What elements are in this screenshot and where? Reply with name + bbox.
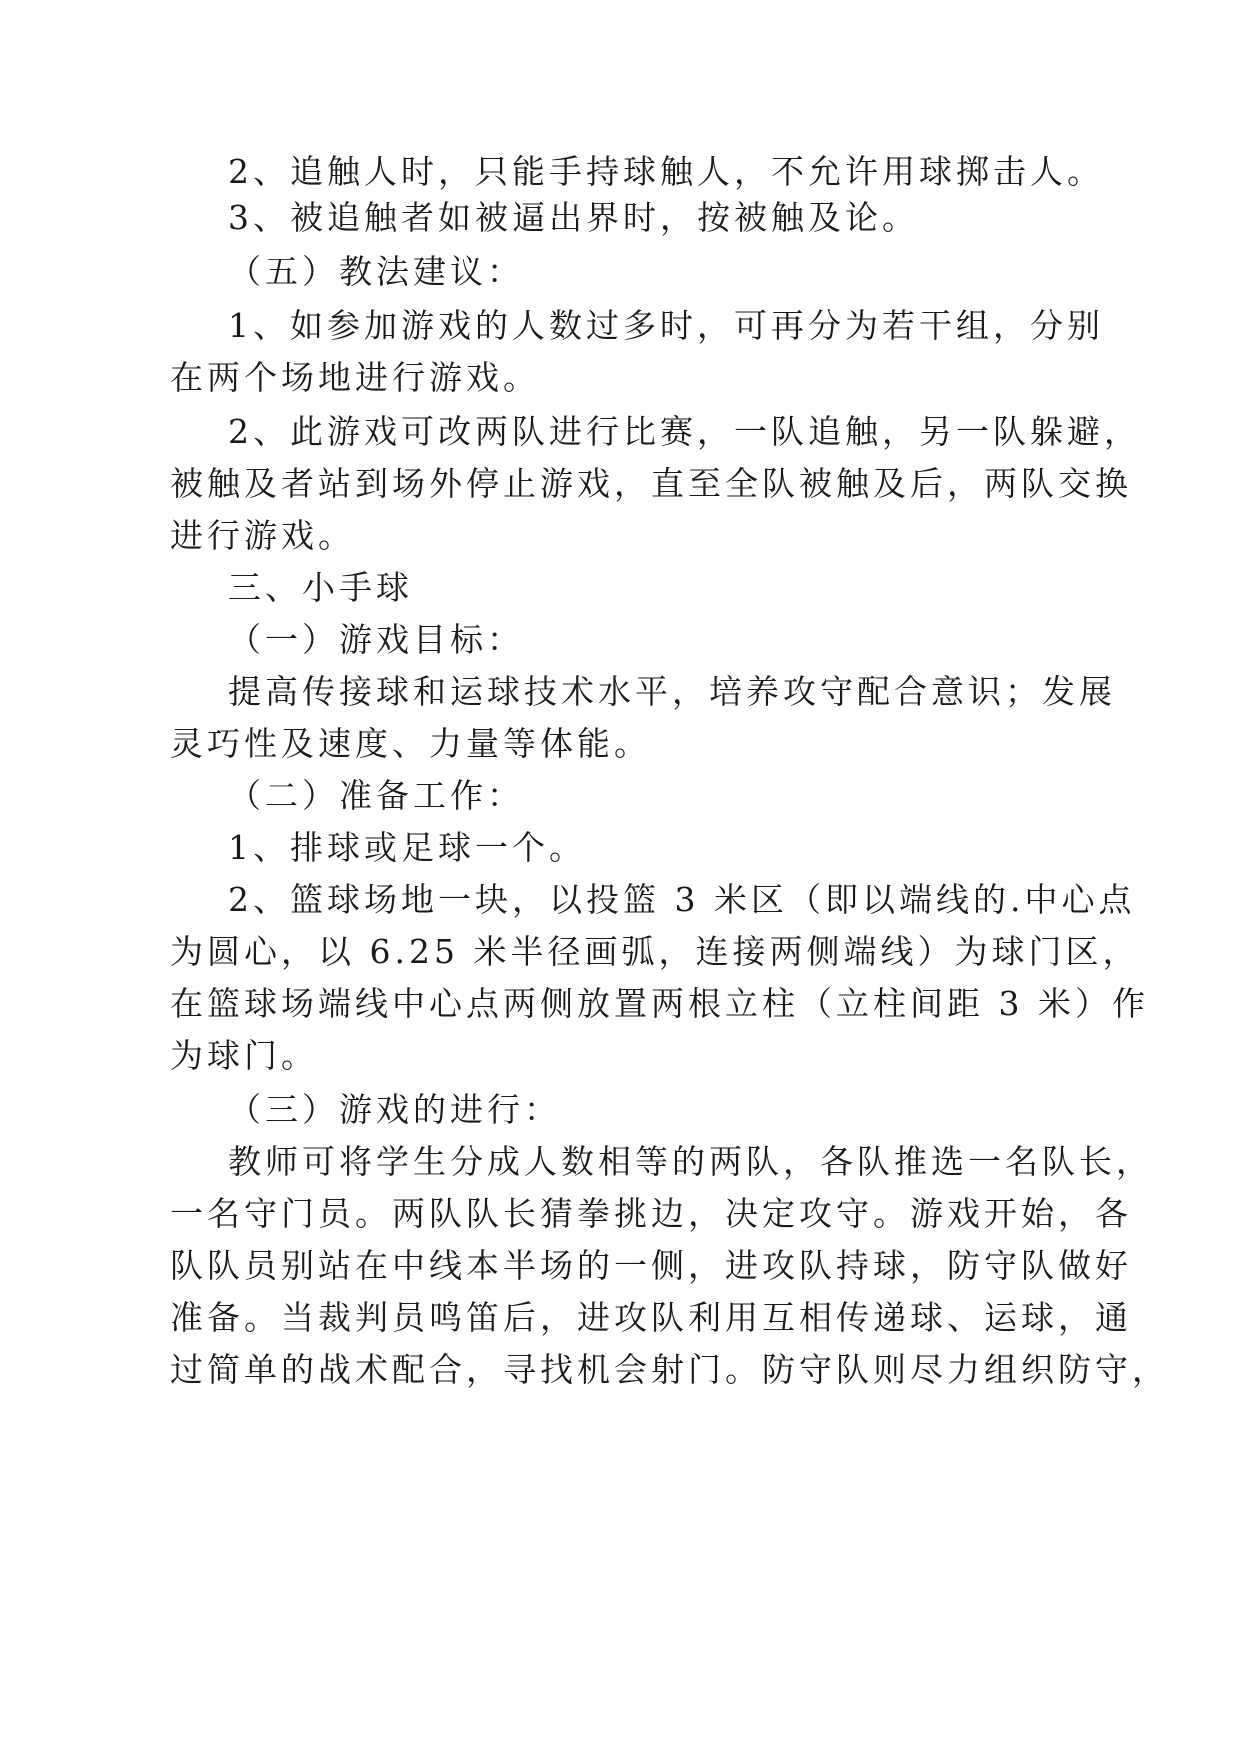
paragraph-advice-2-line: 被触及者站到场外停止游戏，直至全队被触及后，两队交换	[170, 464, 1132, 503]
paragraph-rule-2: 2、追触人时，只能手持球触人，不允许用球掷击人。	[228, 152, 1104, 191]
paragraph-process-line: 教师可将学生分成人数相等的两队，各队推选一名队长，	[228, 1142, 1153, 1181]
section-title-three: 三、小手球	[228, 568, 413, 607]
paragraph-goal-line: 灵巧性及速度、力量等体能。	[170, 724, 651, 763]
paragraph-prep-2-line: 在篮球场端线中心点两侧放置两根立柱（立柱间距 3 米）作	[170, 984, 1149, 1023]
paragraph-advice-1-line: 1、如参加游戏的人数过多时，可再分为若干组，分别	[228, 306, 1104, 345]
paragraph-process-line: 队队员别站在中线本半场的一侧，进攻队持球，防守队做好	[170, 1246, 1132, 1285]
section-heading-two: （二）准备工作：	[228, 776, 524, 815]
paragraph-advice-1-line: 在两个场地进行游戏。	[170, 358, 540, 397]
paragraph-prep-2-line: 2、篮球场地一块，以投篮 3 米区（即以端线的.中心点	[228, 880, 1136, 919]
paragraph-prep-2-line: 为圆心，以 6.25 米半径画弧，连接两侧端线）为球门区，	[170, 932, 1140, 971]
paragraph-advice-2-line: 2、此游戏可改两队进行比赛，一队追触，另一队躲避，	[228, 412, 1141, 451]
paragraph-process-line: 过简单的战术配合，寻找机会射门。防守队则尽力组织防守，	[170, 1350, 1169, 1389]
paragraph-prep-1: 1、排球或足球一个。	[228, 828, 586, 867]
section-heading-five: （五）教法建议：	[228, 252, 524, 291]
paragraph-prep-2-line: 为球门。	[170, 1036, 318, 1075]
paragraph-process-line: 准备。当裁判员鸣笛后，进攻队利用互相传递球、运球，通	[170, 1298, 1132, 1337]
paragraph-goal-line: 提高传接球和运球技术水平，培养攻守配合意识；发展	[228, 672, 1116, 711]
paragraph-advice-2-line: 进行游戏。	[170, 516, 355, 555]
section-heading-one: （一）游戏目标：	[228, 620, 524, 659]
paragraph-rule-3: 3、被追触者如被逼出界时，按被触及论。	[228, 198, 919, 237]
section-heading-three: （三）游戏的进行：	[228, 1090, 561, 1129]
paragraph-process-line: 一名守门员。两队队长猜拳挑边，决定攻守。游戏开始，各	[170, 1194, 1132, 1233]
